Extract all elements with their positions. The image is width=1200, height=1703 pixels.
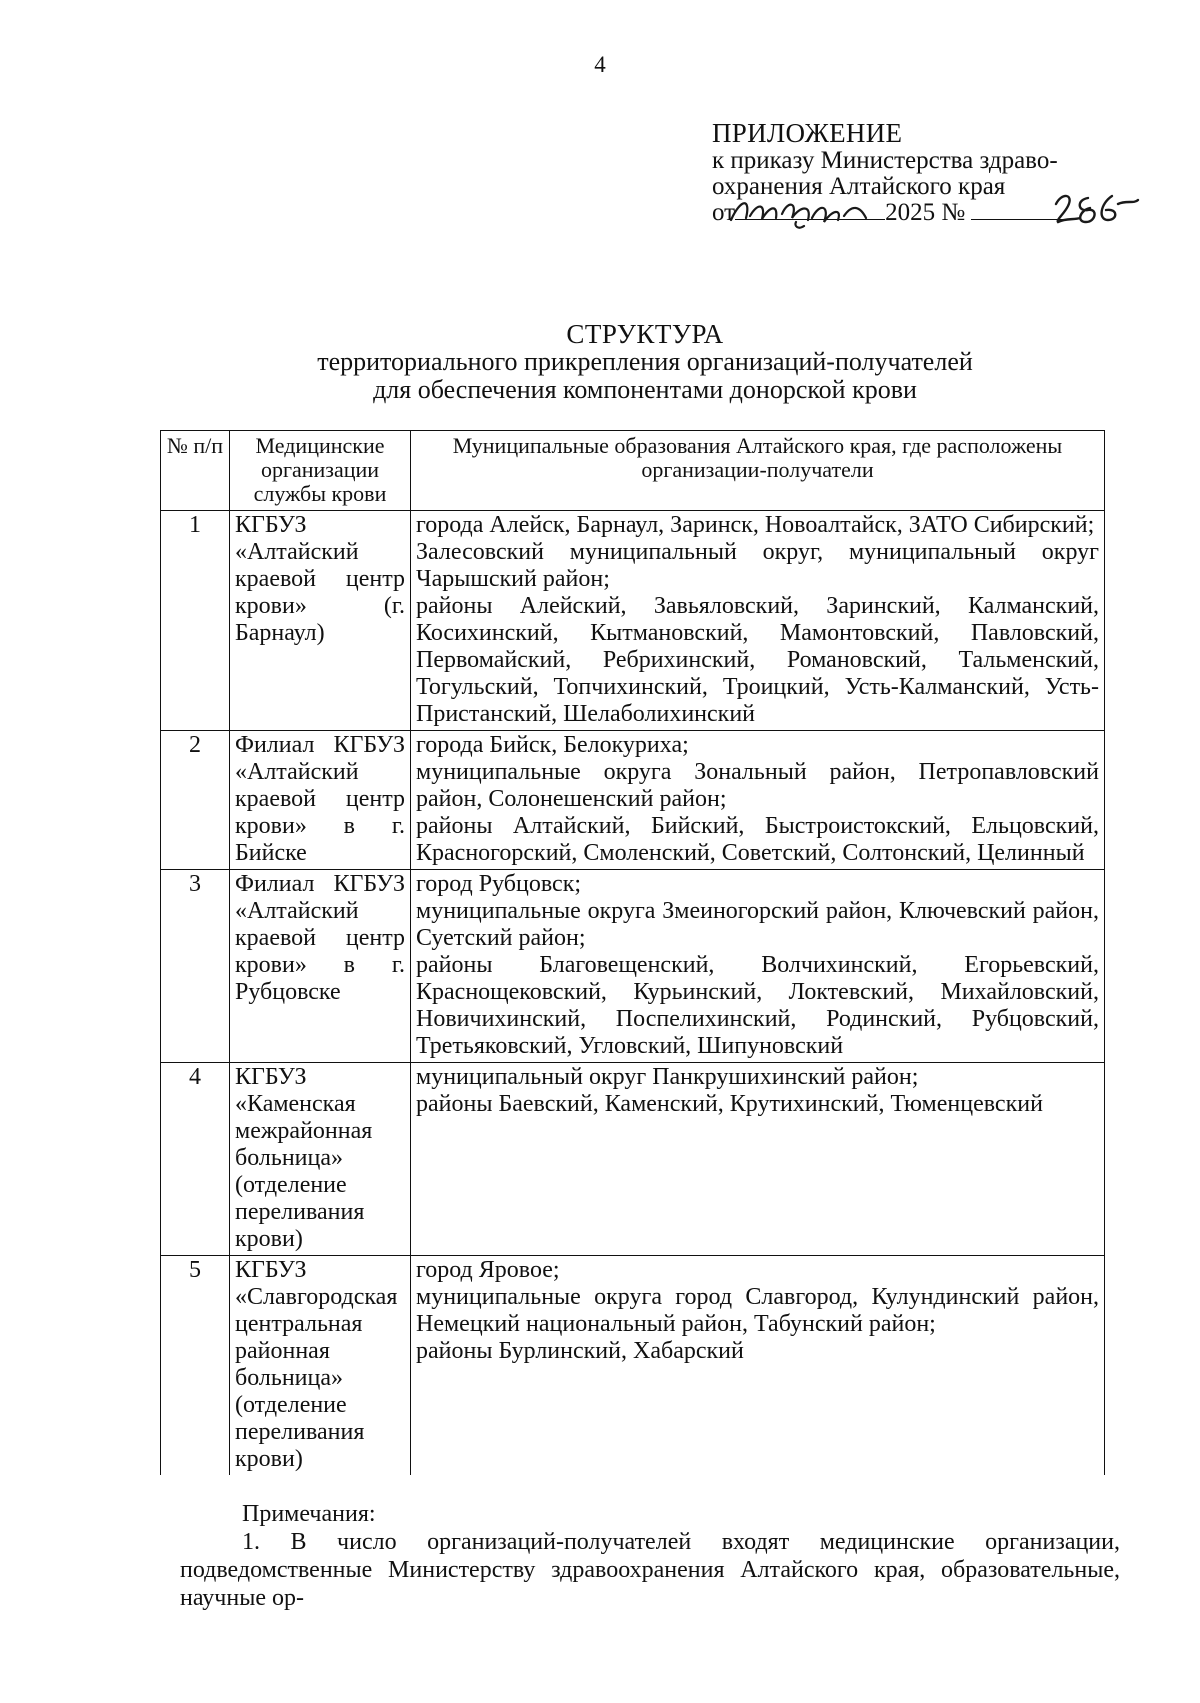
row-organization: КГБУЗ «Каменская межрайонная больница» (отделение переливания крови) [230,1063,411,1256]
row-number: 3 [161,870,230,1063]
area-line: город Яровое; [416,1257,560,1283]
row-number: 4 [161,1063,230,1256]
document-title [0,320,1200,404]
row-municipalities [411,1063,1105,1256]
row-municipalities [411,1256,1105,1476]
page-number: 4 [594,52,606,77]
header-number: № п/п [161,431,230,511]
area-line: муниципальный округ Панкрушихинский район; [416,1064,919,1090]
area-line: город Рубцовск; [416,871,582,897]
row-organization: КГБУЗ «Славгородская центральная районная больница» (отделение переливания крови) [230,1256,411,1476]
table-row [161,1063,1105,1256]
area-line: районы Благовещенский, Волчихинский, Егорьевский, Краснощековский, Курьинский, Локтевский, Михайловский, Новичихинский, Поспелихинский, Родинский, Рубцовский, Третьяковский, Угловский, Шипуновский [416,952,1099,1059]
area-line: муниципальные округа Зональный район, Петропавловский район, Солонешенский район; [416,759,1099,812]
row-number: 5 [161,1256,230,1476]
notes-section [180,1500,1120,1612]
appendix-line-2: охранения Алтайского края [712,173,1006,200]
row-municipalities [411,731,1105,870]
row-organization: Филиал КГБУЗ «Алтайский краевой центр крови» в г. Рубцовске [230,870,411,1063]
area-line: Залесовский муниципальный округ, муниципальный округ Чарышский район; [416,539,1099,592]
appendix-line-1: к приказу Министерства здраво- [712,147,1058,174]
row-municipalities [411,511,1105,731]
handwritten-number [1052,190,1142,228]
row-organization: Филиал КГБУЗ «Алтайский краевой центр крови» в г. Бийске [230,731,411,870]
title-line-1: СТРУКТУРА [566,319,724,349]
area-line: муниципальные округа Змеиногорский район, Ключевский район, Суетский район; [416,898,1099,951]
table-header-row [161,431,1105,511]
area-line: муниципальные округа город Славгород, Кулундинский район, Немецкий национальный район, Табунский район; [416,1284,1099,1337]
area-line: районы Бурлинский, Хабарский [416,1338,744,1364]
note-item-1: 1. В число организаций-получателей входят медицинские организации, подведомственные Министерству здравоохранения Алтайского края, образовательные, научные ор- [180,1529,1120,1611]
row-municipalities [411,870,1105,1063]
area-line: города Бийск, Белокуриха; [416,732,689,758]
row-number: 2 [161,731,230,870]
year-label: 2025 № [885,199,966,226]
notes-heading: Примечания: [242,1501,376,1527]
header-organization: Медицинские организации службы крови [230,431,411,511]
title-line-2: территориального прикрепления организаций-получателей [317,347,973,376]
area-line: районы Алтайский, Бийский, Быстроистокский, Ельцовский, Красногорский, Смоленский, Советский, Солтонский, Целинный [416,813,1099,866]
row-number: 1 [161,511,230,731]
appendix-block [712,120,1182,226]
header-municipalities: Муниципальные образования Алтайского края, где расположены организации-получатели [411,431,1105,511]
structure-table [160,430,1105,1475]
row-organization: КГБУЗ «Алтайский краевой центр крови» (г. Барнаул) [230,511,411,731]
area-line: районы Алейский, Завьяловский, Заринский, Калманский, Косихинский, Кытмановский, Мамонтовский, Павловский, Первомайский, Ребрихинский, Романовский, Тальменский, Тогульский, Топчихинский, Троицкий, Усть-Калманский, Усть-Пристанский, Шелаболихинский [416,593,1099,727]
table-row [161,1256,1105,1476]
table-row [161,731,1105,870]
area-line: города Алейск, Барнаул, Заринск, Новоалтайск, ЗАТО Сибирский; [416,512,1095,538]
appendix-title: ПРИЛОЖЕНИЕ [712,118,903,148]
area-line: районы Баевский, Каменский, Крутихинский, Тюменцевский [416,1091,1043,1117]
title-line-3: для обеспечения компонентами донорской крови [373,375,917,404]
handwritten-date [726,192,876,230]
table-row [161,511,1105,731]
appendix-date-line [712,200,1182,226]
table-row [161,870,1105,1063]
date-prefix: от [712,199,736,226]
